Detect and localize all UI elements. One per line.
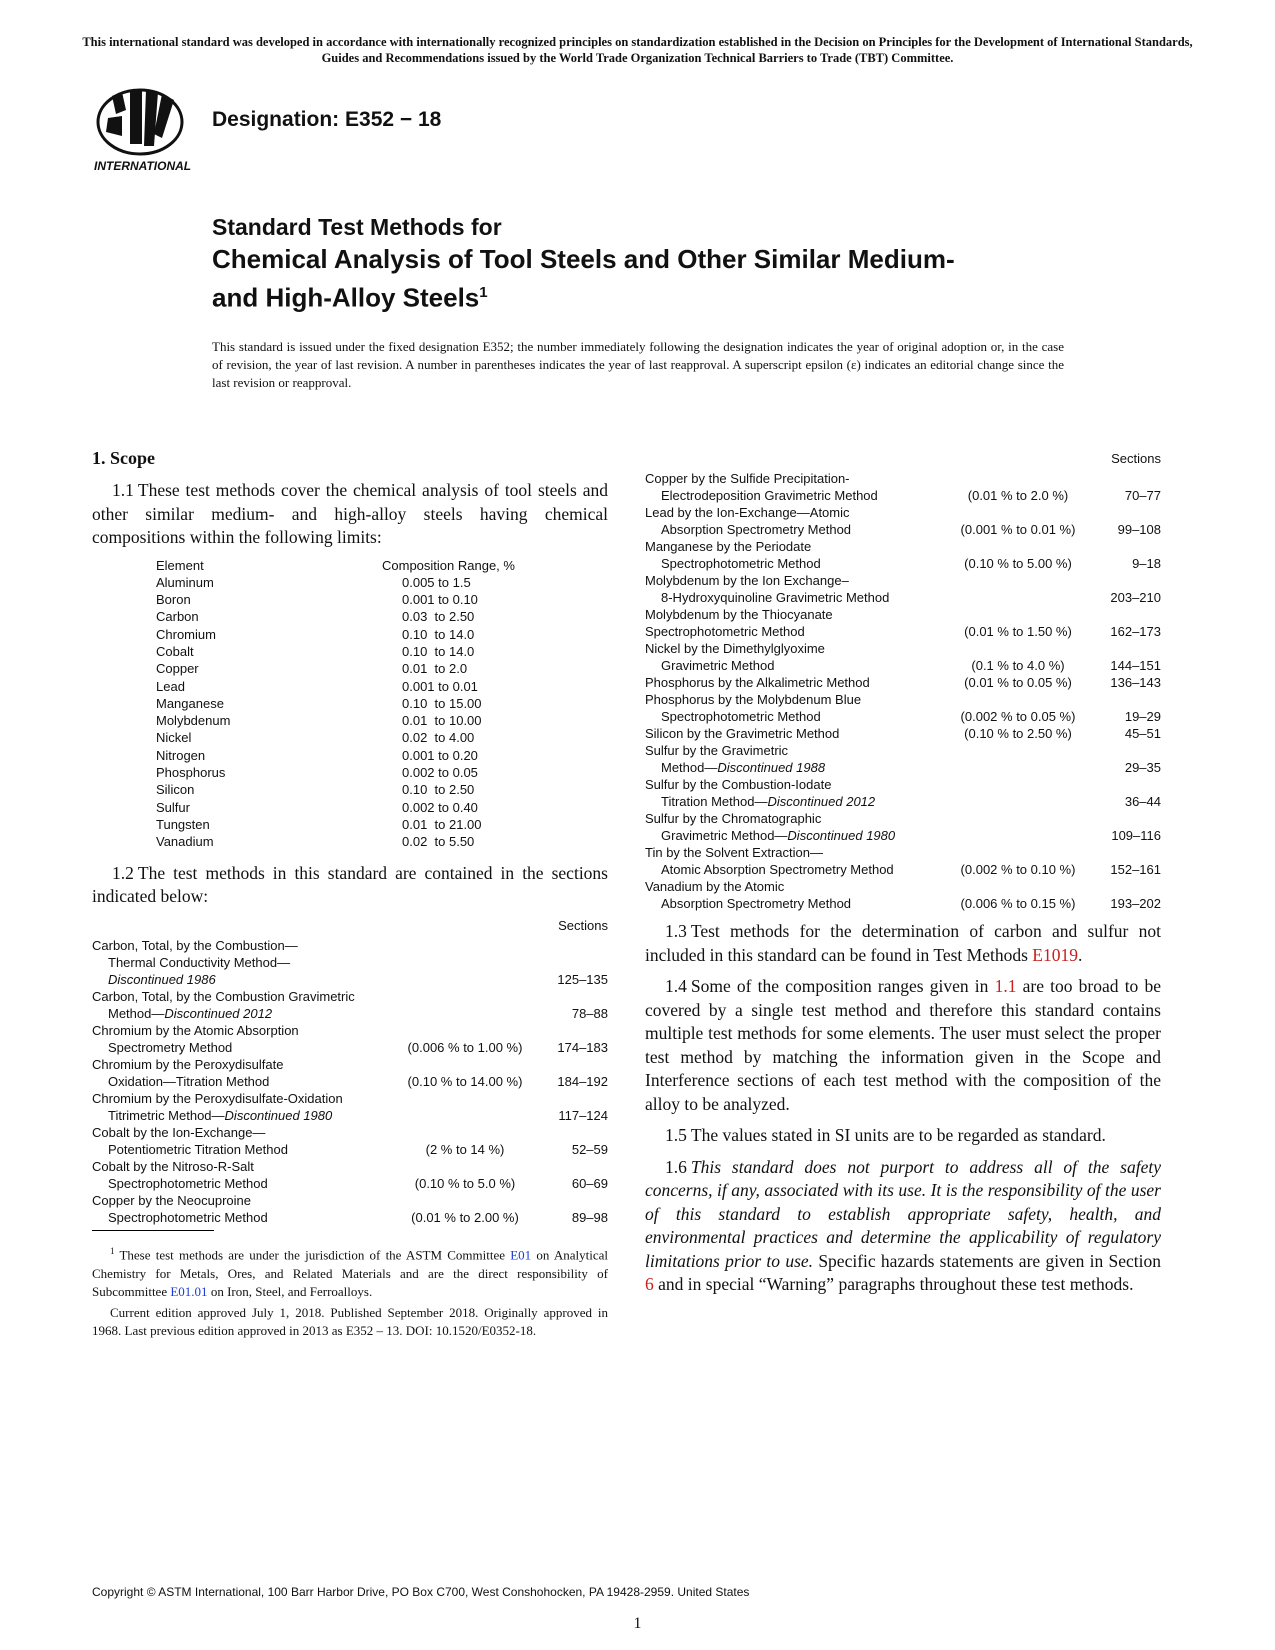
method-name-prefix: Gravimetric Method— [661,828,788,843]
method-name-last-line [645,657,943,674]
composition-element: Tungsten [156,816,210,832]
composition-element: Boron [156,592,191,608]
composition-element: Chromium [156,626,216,642]
method-name-last-line [92,1175,390,1192]
method-sections: 99–108 [1117,522,1161,537]
method-name [645,725,943,742]
method-name-prefix: Titration Method— [661,794,768,809]
method-range: (0.002 % to 0.05 %) [960,709,1076,724]
footnote-text: These test methods are under the jurisdiction of the ASTM Committee [119,1247,511,1263]
composition-row [156,782,515,799]
method-name-line: Carbon, Total, by the Combustion— [92,937,298,953]
method-name-line: Nickel by the Dimethylglyoxime [645,641,825,656]
paragraph-text: The values stated in SI units are to be regarded as standard. [690,1125,1106,1145]
method-name-prefix: Titrimetric Method— [108,1107,225,1123]
document-title [212,212,1072,315]
method-row [645,606,1161,640]
paragraph-number: 1.6 [665,1156,687,1177]
method-range: (0.006 % to 0.15 %) [960,896,1076,911]
method-sections: 89–98 [571,1209,608,1225]
composition-row [156,627,515,644]
method-name [645,504,943,538]
method-name-last-line [92,1073,390,1090]
composition-row [156,575,515,592]
method-name-last-line [645,674,943,691]
method-name-line: Chromium by the Peroxydisulfate [92,1056,284,1072]
method-row [645,538,1161,572]
method-range: (0.002 % to 0.10 %) [960,862,1076,877]
method-row [645,776,1161,810]
paragraph-1-2 [92,862,608,909]
method-sections: 45–51 [1124,726,1161,741]
footnotes [92,1242,608,1343]
method-name-last-line [645,487,943,504]
method-row [92,1192,608,1226]
wto-notice: This international standard was developed in accordance with internationally recognized principles on standardization established in the Decision on Principles for the Development of International Standards, Guides and Recommendations issued by the World Trade Organization Technical Barriers to Trade (TBT) Committee. [82,35,1193,65]
section-heading-scope: 1. Scope [92,448,155,468]
method-name-text: Spectrophotometric Method [661,556,821,571]
method-sections: 19–29 [1124,709,1161,724]
discontinued-note: Discontinued 1988 [717,760,826,775]
method-name-text: Oxidation—Titration Method [108,1073,270,1089]
link-e1019[interactable]: E1019 [1032,944,1078,965]
method-sections: 52–59 [571,1141,608,1157]
composition-row [156,817,515,834]
method-range: (0.01 % to 2.00 %) [411,1209,519,1225]
title-main [212,242,1072,315]
method-name-text: Spectrophotometric Method [645,624,805,639]
title-line-3: and High-Alloy Steels [212,282,480,313]
composition-element: Nickel [156,730,192,746]
method-name [645,572,943,606]
paragraph-text: These test methods cover the chemical analysis of tool steels and other similar medium- and high-alloy steels having chemical compositions within the following limits: [92,480,608,547]
footnote-text: on Analytical Chemistry for Metals, Ores, and Related Materials and are the direct responsibility of Subcommittee [92,1247,608,1300]
method-name-last-line [645,555,943,572]
method-name [645,810,943,844]
composition-row [156,609,515,626]
method-name-last-line [92,1141,390,1158]
method-row [645,878,1161,912]
method-name-line: Sulfur by the Combustion-Iodate [645,777,832,792]
method-name-line: Sulfur by the Chromatographic [645,811,822,826]
link-section-1-1[interactable]: 1.1 [994,976,1017,996]
composition-element: Aluminum [156,574,214,590]
composition-row [156,696,515,713]
method-sections: 78–88 [571,1005,608,1021]
method-range: (0.10 % to 2.50 %) [964,726,1072,741]
method-sections: 29–35 [1124,760,1161,775]
method-name-text: Spectrophotometric Method [108,1175,268,1191]
method-row [92,937,608,988]
composition-row [156,661,515,678]
method-sections: 136–143 [1110,675,1161,690]
method-name [92,937,390,988]
composition-row [156,644,515,661]
method-row [645,810,1161,844]
footnote-text: on Iron, Steel, and Ferroalloys. [207,1284,373,1300]
composition-element: Phosphorus [156,765,226,781]
discontinued-note: Discontinued 1980 [787,828,896,843]
paragraph-1-3 [645,920,1161,967]
method-range: (0.10 % to 5.0 %) [414,1175,516,1191]
composition-range: 0.001 to 0.20 [402,747,478,763]
method-name-line: Molybdenum by the Ion Exchange– [645,573,849,588]
paragraph-number: 1.4 [665,976,687,996]
method-name [645,470,943,504]
method-name [92,1192,390,1226]
method-sections: 174–183 [557,1039,608,1055]
logo-wordmark: INTERNATIONAL [94,159,192,173]
method-name-last-line [645,861,943,878]
composition-row [156,800,515,817]
composition-table-header [156,558,515,575]
composition-range: 0.002 to 0.40 [402,799,478,815]
method-name-last-line [645,589,943,606]
method-name-prefix: Method— [661,760,718,775]
method-name-text: Gravimetric Method [661,658,775,673]
method-name-text: Absorption Spectrometry Method [661,522,852,537]
method-sections: 144–151 [1110,658,1161,673]
method-name-prefix: Method— [108,1005,165,1021]
composition-range: 0.10 to 14.0 [402,643,475,659]
method-name-last-line [645,759,943,776]
method-range: (0.01 % to 0.05 %) [964,675,1072,690]
methods-list-right [645,450,1161,912]
composition-range: 0.01 to 10.00 [402,713,482,729]
composition-range: 0.10 to 15.00 [402,695,482,711]
method-range: (0.01 % to 1.50 %) [964,624,1072,639]
method-name-last-line [92,1209,390,1226]
composition-range: 0.01 to 2.0 [402,661,468,677]
method-name-last-line [92,1005,390,1022]
paragraph-text: Test methods for the determination of carbon and sulfur not included in this standard can be found in Test Methods [645,921,1161,965]
method-name [645,606,943,640]
composition-row [156,713,515,730]
method-range: (0.10 % to 14.00 %) [407,1073,523,1089]
header-element: Element [156,557,204,573]
issue-note: This standard is issued under the fixed designation E352; the number immediately following the designation indicates the year of original adoption or, in the case of revision, the year of last revision. A number in parentheses indicates the year of last reapproval. A superscript epsilon (ε) indicates an editorial change since the last revision or reapproval. [212,339,1064,390]
method-name-last-line [92,1107,390,1124]
method-row [645,470,1161,504]
method-name [645,538,943,572]
method-name [92,1090,390,1124]
method-name-line: Molybdenum by the Thiocyanate [645,607,833,622]
method-name-last-line [645,895,943,912]
method-sections: 193–202 [1110,896,1161,911]
paragraph-text-cont: and in special “Warning” paragraphs throughout these test methods. [653,1274,1134,1294]
composition-table [156,558,515,852]
method-name [645,878,943,912]
paragraph-text-cont: are too broad to be covered by a single test method and therefore this standard contains multiple test methods for some elements. The user must select the proper test method by matching the information given in the Scope and Interference sections of each test method with the composition of the alloy to be analyzed. [645,976,1161,1114]
composition-range: 0.001 to 0.10 [402,592,478,608]
method-name-line: Cobalt by the Nitroso-R-Salt [92,1158,254,1174]
composition-row [156,765,515,782]
method-range: (0.1 % to 4.0 %) [971,658,1065,673]
method-name [92,1124,390,1158]
title-line-1: Standard Test Methods for [212,214,502,240]
method-sections: 125–135 [557,971,608,987]
composition-element: Carbon [156,609,199,625]
method-row [645,725,1161,742]
method-name-text: Spectrophotometric Method [108,1209,268,1225]
composition-element: Silicon [156,782,195,798]
composition-element: Molybdenum [156,713,231,729]
paragraph-number: 1.2 [112,862,134,883]
method-row [645,844,1161,878]
method-range: (0.10 % to 5.00 %) [964,556,1072,571]
method-row [92,1158,608,1192]
footnote-1 [92,1242,608,1302]
method-row [645,742,1161,776]
paragraph-1-5 [645,1124,1161,1148]
composition-element: Nitrogen [156,747,206,763]
paragraph-end: . [1077,944,1083,965]
paragraph-1-1 [92,479,608,550]
designation: Designation: E352 − 18 [212,108,442,131]
composition-range: 0.002 to 0.05 [402,765,478,781]
astm-logo-mark [92,88,196,178]
method-name [645,674,943,691]
method-name-last-line [645,623,943,640]
method-row [645,504,1161,538]
method-name-line: Tin by the Solvent Extraction— [645,845,823,860]
method-sections: 184–192 [557,1073,608,1089]
discontinued-note: Discontinued 1986 [108,971,216,987]
method-range: (2 % to 14 %) [425,1141,505,1157]
page-number: 1 [633,1615,642,1632]
method-row [645,640,1161,674]
method-name-text: 8-Hydroxyquinoline Gravimetric Method [661,590,890,605]
method-row [92,1056,608,1090]
composition-row [156,679,515,696]
composition-row [156,834,515,851]
method-sections: 9–18 [1132,556,1161,571]
method-name [645,742,943,776]
method-name-line: Chromium by the Peroxydisulfate-Oxidation [92,1090,343,1106]
composition-element: Copper [156,661,199,677]
copyright-line: Copyright © ASTM International, 100 Barr Harbor Drive, PO Box C700, West Conshohocken, PA 19428-2959. United States [92,1585,750,1599]
method-name [645,691,943,725]
method-sections: 70–77 [1124,488,1161,503]
method-name-last-line [92,1039,390,1056]
method-name [645,844,943,878]
right-column [645,450,1161,1305]
method-sections: 117–124 [558,1107,608,1123]
method-name-line: Thermal Conductivity Method— [108,954,291,970]
method-sections: 162–173 [1110,624,1161,639]
method-name-line: Cobalt by the Ion-Exchange— [92,1124,266,1140]
method-name-line: Copper by the Sulfide Precipitation- [645,471,850,486]
composition-range: 0.01 to 21.00 [402,816,482,832]
safety-caveat: This standard does not purport to address all of the safety concerns, if any, associated with its use. It is the responsibility of the user of this standard to establish appropriate safety, health, and environmental practices and determine the applicability of regulatory limitations prior to use. [645,1156,1161,1271]
method-name-line: Sulfur by the Gravimetric [645,743,789,758]
header-range: Composition Range, % [382,557,515,573]
paragraph-1-4 [645,975,1161,1116]
method-name-text: Atomic Absorption Spectrometry Method [661,862,894,877]
link-section-6[interactable]: 6 [645,1274,654,1294]
method-row [645,691,1161,725]
composition-range: 0.02 to 4.00 [402,730,475,746]
method-name-line: Chromium by the Atomic Absorption [92,1022,299,1038]
paragraph-text: Specific hazards statements are given in Section [813,1250,1162,1271]
method-name [92,1022,390,1056]
method-row [92,1090,608,1124]
method-name-line: Phosphorus by the Molybdenum Blue [645,692,862,707]
composition-element: Cobalt [156,643,194,659]
paragraph-text: The test methods in this standard are contained in the sections indicated below: [92,862,608,907]
footnote-edition: Current edition approved July 1, 2018. Published September 2018. Originally approved in 1968. Last previous edition approved in 2013 as E352 – 13. DOI: 10.1520/E0352-18. [92,1304,608,1339]
method-range: (0.006 % to 1.00 %) [407,1039,523,1055]
method-name-line: Copper by the Neocuproine [92,1192,251,1208]
method-sections: 203–210 [1110,590,1161,605]
title-line-2: Chemical Analysis of Tool Steels and Other Similar Medium- [212,244,955,274]
method-name-text: Spectrophotometric Method [661,709,821,724]
composition-element: Lead [156,678,185,694]
composition-range: 0.001 to 0.01 [402,678,478,694]
method-row [645,674,1161,691]
method-name-line: Lead by the Ion-Exchange—Atomic [645,505,850,520]
method-name-text: Electrodeposition Gravimetric Method [661,488,878,503]
method-name-line: Vanadium by the Atomic [645,879,785,894]
method-row [92,1124,608,1158]
composition-element: Sulfur [156,799,190,815]
method-sections: 60–69 [571,1175,608,1191]
link-e01[interactable]: E01 [510,1247,532,1263]
sections-header: Sections [558,917,608,933]
composition-element: Vanadium [156,834,214,850]
method-name [645,640,943,674]
footnote-mark: 1 [110,1246,115,1256]
method-name-text: Silicon by the Gravimetric Method [645,726,840,741]
method-sections: 36–44 [1124,794,1161,809]
link-e01-01[interactable]: E01.01 [170,1284,208,1300]
composition-range: 0.005 to 1.5 [402,574,471,590]
composition-row [156,748,515,765]
method-row [645,572,1161,606]
discontinued-note: Discontinued 2012 [164,1005,273,1021]
discontinued-note: Discontinued 2012 [767,794,876,809]
method-name-last-line [645,827,943,844]
method-range: (0.01 % to 2.0 %) [967,488,1069,503]
paragraph-number: 1.5 [665,1125,687,1145]
method-row [92,1022,608,1056]
method-name-text: Phosphorus by the Alkalimetric Method [645,675,870,690]
footnote-rule [92,1230,214,1231]
method-name [92,1056,390,1090]
paragraph-1-6 [645,1156,1161,1297]
method-name-text: Potentiometric Titration Method [108,1141,288,1157]
composition-range: 0.03 to 2.50 [402,609,475,625]
composition-row [156,730,515,747]
method-name [92,1158,390,1192]
method-sections: 109–116 [1111,828,1161,843]
left-column [92,448,608,1226]
method-name-text: Spectrometry Method [108,1039,233,1055]
composition-element: Manganese [156,695,224,711]
method-name-line: Manganese by the Periodate [645,539,812,554]
composition-range: 0.10 to 2.50 [402,782,475,798]
sections-header: Sections [1111,451,1161,466]
composition-row [156,592,515,609]
method-name [92,988,390,1022]
method-row [92,988,608,1022]
discontinued-note: Discontinued 1980 [224,1107,333,1123]
method-name-last-line [645,725,943,742]
astm-logo [92,88,196,178]
methods-list-left [92,917,608,1226]
method-name [645,776,943,810]
method-range: (0.001 % to 0.01 %) [960,522,1076,537]
method-name-last-line [645,521,943,538]
method-name-last-line [645,793,943,810]
paragraph-number: 1.3 [665,921,687,941]
method-name-last-line [92,971,390,988]
composition-range: 0.02 to 5.50 [402,834,475,850]
composition-range: 0.10 to 14.0 [402,626,475,642]
method-name-line: Carbon, Total, by the Combustion Gravimetric [92,988,355,1004]
method-name-last-line [645,708,943,725]
paragraph-number: 1.1 [112,480,134,500]
title-footnote-mark[interactable]: 1 [479,284,488,301]
paragraph-text: Some of the composition ranges given in [690,976,995,996]
method-sections: 152–161 [1110,862,1161,877]
method-name-text: Absorption Spectrometry Method [661,896,852,911]
